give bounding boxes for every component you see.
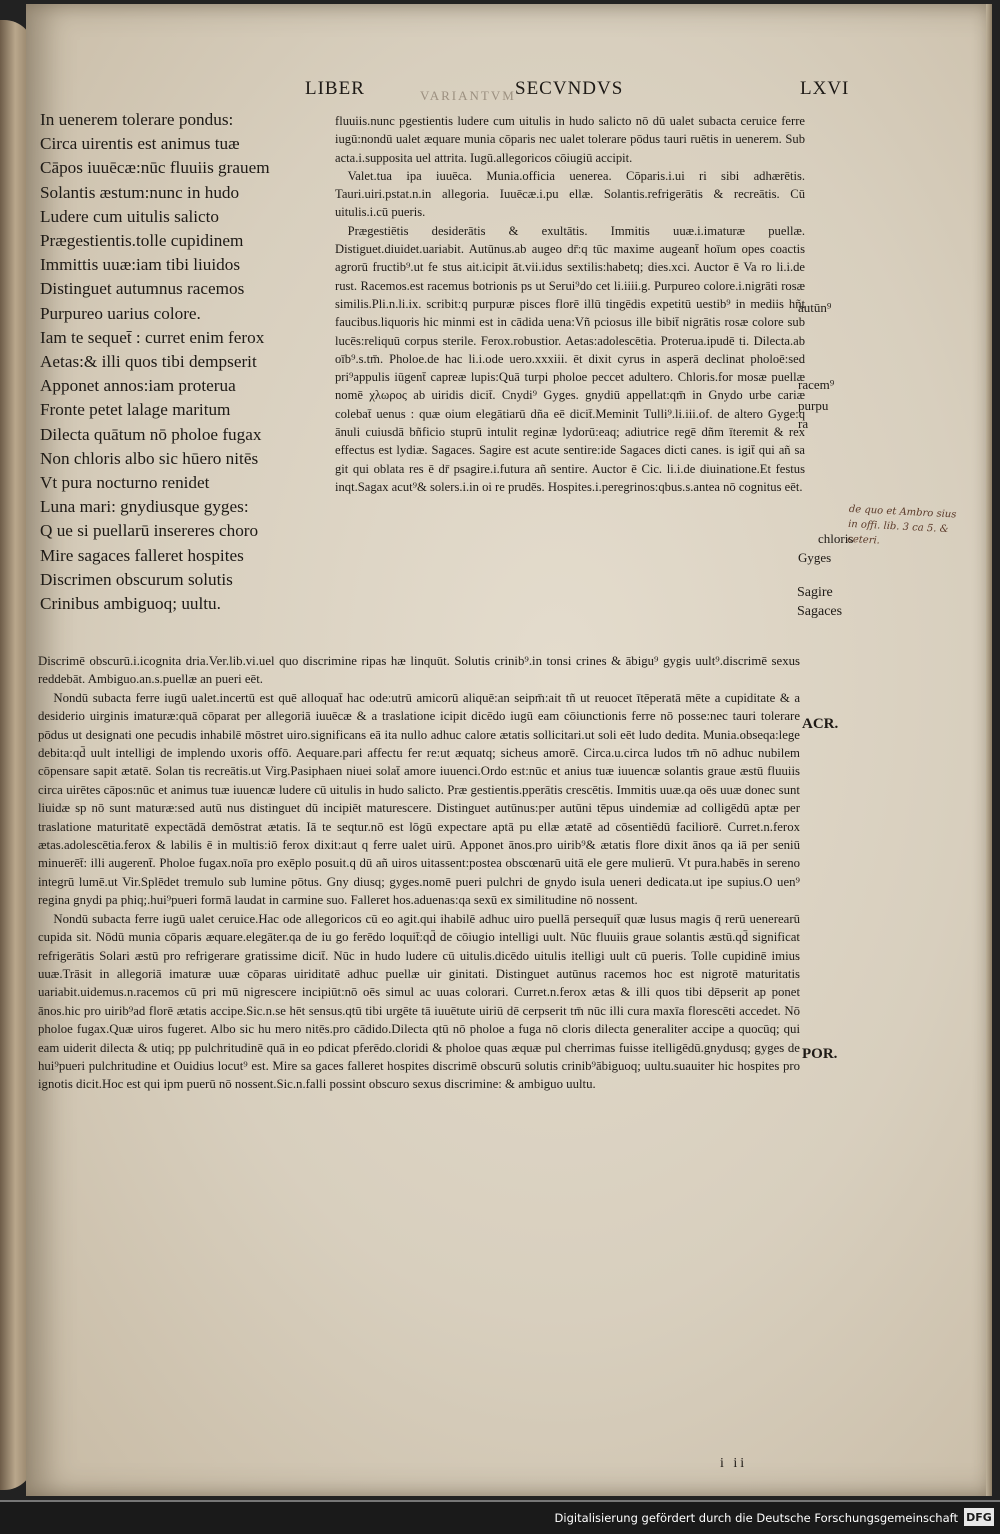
page-edge: [986, 4, 992, 1496]
handwritten-annotation: de quo et Ambro sius in offi. lib. 3 ca 5. & ceteri.: [847, 503, 957, 547]
verse-line: Prægestientis.tolle cupidinem: [40, 231, 244, 251]
bleed-through-header: VARIANTVM: [420, 88, 516, 103]
side-label-porphyrio: POR.: [802, 1046, 838, 1062]
margin-note-purpura: purpu: [798, 398, 829, 413]
fullwidth-paragraph: Nondū subacta ferre iugū ualet ceruice.Hac ode allegoricos cū eo agit.qui ihabilē adhuc uiro puellā persequit̄ quæ lusus magis q̄ rerū uenerearū cupida sit. Nōdū munia cōparis æquare.elegāter.qa de iu go ferēdo loquit̄:qd̄ de cōiugio intelligi uult. Nūc fluuiis graue solantis æstū.qd̄ significat refrigerātis Solari æstū pro refrigerare gratissime dicit̄. Nūc in hudo ludere cū uitulis.dicēdo uitulis itelligi uult cū pueris. Tolle cupidinē imius uuæ.Trāsit in allegoriā imaturæ uuæ cōparas uiriditatē adhuc puellæ uir ginitati. Distinguet autūnus racemos hoc est nigrotē maturitatis uariabit.uidemus.n.racemos cū pri mū nigrescere incipiūt:nō oēs simul ac uuas colorari. Curret.n.ferox ætas & illi quos tibi dēpserit ap ponet ānos.hic pro uirib⁹ad florē ætatis accipe.Sic.n.se hēt sensus.qtū tibi urgēte tā iuuētute uiriū dē cerpserit tm̄ nūc illi cura maxīa florescēti accedet. Nō pholoe fugax.Quæ uiros fugeret. Albo sic hu mero nitēs.pro cādido.Dilecta qtū nō pholoe a fuga nō cloris dilecta generaliter accipe a quocūq; qui eam uiderit dilecta & utiq; pp pulchritudinē quā in eo pdicat pferēdo.cloridi & pholoe quas æquæ pul cherrimas fuisse itelligēdū.gnydusq; gyges de hui⁹pueri pulchritudine et Ouidius locut⁹ est. Mire sa gaces falleret hospites discrimē obscurū solutis crinib⁹ābiguoq; uultu.suauiter hic hospites pro ignotis dicit.Hoc est qui ipm puerū nō nossent.Sic.n.falli possint obscuro sexus discrimine: & ambiguo uultu.: [38, 911, 800, 1092]
commentary-paragraph: Prægestiētis desiderātis & exultātis. Immitis uuæ.i.imaturæ puellæ. Distiguet.diuidet.uariabit. Autūnus.ab augeo dr̄:q tūc maxime augeant̄ hoīum opes coactis agrorū fructib⁹.ut fe stus ait.icipit āt.vii.idus sextilis:habetq; dies.xci. Auctor ē Va ro li.i.de rust. Racemos.est racemus botrionis ps ut Serui⁹do cet li.iiii.g. Purpureo colore.i.nigrāti rosæ similis.Pli.n.li.ix. scribit:q purpuræ pisces florē illū tingēdis expetitū uestib⁹ in mediis hñt faucibus.liquoris hic minmi est in cādida uena:Vñ pciosus ille bibit̄ nigrātis rosæ colore sub lucēs:reliquū corpus sterile. Ferox.robustior. Aetas:adolescētia. Proterua.ipudē ti. Dilecta.ab oīb⁹.s.tm̄. Pholoe.de hac li.i.ode uero.xxxiii. ēt dixit cyrus in asperā declinat pholoē:sed pri⁹appulis iūgent̄ capreæ lupis:Quā turpi pholoe peccet adultero. Chloris.for mosæ puellæ nomē χλωρος ab uiridis dicit̄. Cnydi⁹ Gyges. gnydiū appellat:qm̄ in Gnydo urbe cariæ colebat̄ uenus : quæ oium elegātiarū dña eē dicit̄.Meminit Tulli⁹.li.iii.of. de altero Gyge:q ānuli cuiusdā bñficio stuprū intulit reginæ lydorū:eaq; adiutrice regē dñm īteremit & rex effectus est lydiæ. Sagaces. Sagire est acute sentire:ide Sagaces dicti canes. is igit̄ qui añ sa git qui oblata res ē dr̄ psagire.i.futura añ sentire. Auctor ē Cic. li.i.de diuinatione.Et festus inqt.Sagax acut⁹& solers.i.in oi re prudēs. Hospites.i.peregrinos:qbus.s.antea nō cognitus eēt.: [335, 223, 805, 494]
commentary-paragraph: Valet.tua ipa iuuēca. Munia.officia uenerea. Cōparis.i.ui ri sibi adhærētis. Tauri.uiri.pstat.n.in allegoria. Iuuēcæ.i.pu ellæ. Solantis.refrigerātis & recreātis. Cū uitulis.i.cū pueris.: [335, 168, 805, 220]
ode-text: [40, 108, 340, 616]
verse-line: In uenerem tolerare pondus:: [40, 110, 234, 129]
verse-line: Immittis uuæ:iam tibi liuidos: [40, 255, 241, 275]
commentary-paragraph: fluuiis.nunc pgestientis ludere cum uitulis in hudo salicto nō dū ualet subacta ceruice ferre iugū:nondū ualet æquare munia cōparis nec ualet tolerare pōdus tauri ruētis in uenerem. Sub acta.i.supposita uel attrita. Iugū.allegoricos cōiugiū accipit.: [335, 114, 805, 165]
footer-divider: [0, 1500, 1000, 1502]
margin-sagire: Sagire: [797, 585, 833, 600]
header-liber: LIBER: [305, 78, 365, 99]
verse-line: Cāpos iuuēcæ:nūc fluuiis grauem: [40, 158, 270, 178]
header-folio: LXVI: [800, 78, 850, 99]
verse-line: Vt pura nocturno renidet: [40, 473, 210, 493]
commentary-column: [335, 112, 805, 496]
margin-note-gyges: Gyges: [798, 550, 832, 565]
margin-note-sagire: [797, 583, 842, 621]
verse-line: Distinguet autumnus racemos: [40, 279, 245, 299]
verse-line: Crinibus ambiguoq; uultu.: [40, 594, 221, 614]
dfg-logo: DFG: [964, 1508, 994, 1526]
margin-note-purpura-end: ra: [798, 416, 809, 431]
margin-sagaces: Sagaces: [797, 604, 843, 619]
side-label-acron: ACR.: [802, 716, 839, 732]
funding-credit: Digitalisierung gefördert durch die Deutsche Forschungsgemeinschaft: [554, 1511, 958, 1525]
verse-line: Apponet annos:iam proterua: [40, 376, 236, 396]
margin-note-autumnus: autūn⁹: [798, 300, 832, 315]
verse-line: Luna mari: gnydiusque gyges:: [40, 497, 249, 517]
signature-mark: i ii: [720, 1456, 748, 1471]
verse-line: Discrimen obscurum solutis: [40, 569, 233, 589]
header-secundus: SECVNDVS: [515, 78, 624, 99]
verse-line: Circa uirentis est animus tuæ: [40, 134, 240, 154]
verse-line: Solantis æstum:nunc in hudo: [40, 182, 240, 202]
verse-line: Ludere cum uitulis salicto: [40, 206, 219, 226]
verse-line: Non chloris albo sic hūero nitēs: [40, 448, 259, 468]
margin-note-chloris: chloris: [818, 531, 854, 546]
fullwidth-paragraph: Nondū subacta ferre iugū ualet.incertū est quē alloquat̄ hac ode:utrū amicorū aliquē:an seipm̄:ait tñ ut reuocet ītēperatā mēte a cupiditate & a desiderio uirginis imaturæ:quā cōparat per allegoriā iuuēcæ & a traslatione icipit dicēdo iugū eam cōiunctionis ferre nō posse:nec tauri tolerare pōdus ut designati one pecudis inhabilē mōstret uiro.significans eā ita nullo adhuc calore ætatis sollicitari.ut soli eēt ludo dedita. Munia.obseqa:lege debita:qd̄ uult intelligi de implendo uxoris offō. Aequare.pari affectu fer re:ut æquatq; sicheus amorē. Circa.u.circa ludos tm̄ nō adhuc nubilem cōpensare sapit ætatē. Solan tis recreātis.ut Virg.Pasiphaen niuei solat̄ amore iuuenci.Ordo est:nūc et anius tuæ iuuencæ solantis graue æstū fluuiis circa uirētes cāpos:nūc et animus tuæ iuuencæ ludere cū uitulis in hudo salicto. Præ gestientis.pperātis crescētis. Immitis uuæ.qa oēs uuæ donec sunt liuidæ sp nō sunt maturæ:sed autū nus distinguet dū incipiēt maturescere. Distinguet autūnus:per autūni tēpus uindemiæ ad colligēdū aptæ per traslatione maturitatē expectādā demōstrat ætatis. Iā te seqtur.nō est lōgū expectare aptā pu ellæ ætatē ad cōsentiēdū faciliorē. Curret.n.ferox ætas.adolescētia.ferox & labilis ē in multis:iō ferox dixit:aut q ferre ualet uirū. Apponet ānos.pro uirib⁹& ætatis flore dixit ānos qa iā per seniū minuerēt̄: illi augerent̄. Pholoe fugax.noīa pro exēplo posuit.q dū añ uiros uitassent:postea obscœnarū uitā ele gere mulierū. Vt pura.habēs in sereno integrū lumē.ut Vir.Splēdet tremulo sub lumine pōtus. Gny diusq; gyges.nomē pueri pulchri de gnydo isula ueneri dedicata.ut ipe supius.O uen⁹ regina gnydi pa phiq;.hui⁹pueri formā laudat in carmine suo. Falleret hos.aduenas:qa sexū ex similitudine nō nossent.: [38, 690, 800, 908]
footer-bar: [0, 1500, 1000, 1534]
fullwidth-paragraph: Discrimē obscurū.i.icognita dria.Ver.lib.vi.uel quo discrimine ripas hæ linquūt. Solutis crinib⁹.in tonsi crines & ābigu⁹ gygis uult⁹.discrimē sexus reddebāt. Ambiguo.an.s.puellæ an pueri eēt.: [38, 654, 800, 687]
fullwidth-commentary: [38, 652, 800, 1094]
verse-line: Fronte petet lalage maritum: [40, 400, 231, 420]
verse-line: Aetas:& illi quos tibi dempserit: [40, 352, 257, 372]
verse-line: Mire sagaces falleret hospites: [40, 545, 244, 565]
verse-line: Q ue si puellarū insereres choro: [40, 521, 259, 541]
verse-line: Dilecta quātum nō pholoe fugax: [40, 424, 262, 444]
verse-line: Purpureo uarius colore.: [40, 303, 201, 323]
verse-line: Iam te sequet̄ : curret enim ferox: [40, 327, 265, 347]
margin-note-racemus: racem⁹: [798, 377, 835, 392]
